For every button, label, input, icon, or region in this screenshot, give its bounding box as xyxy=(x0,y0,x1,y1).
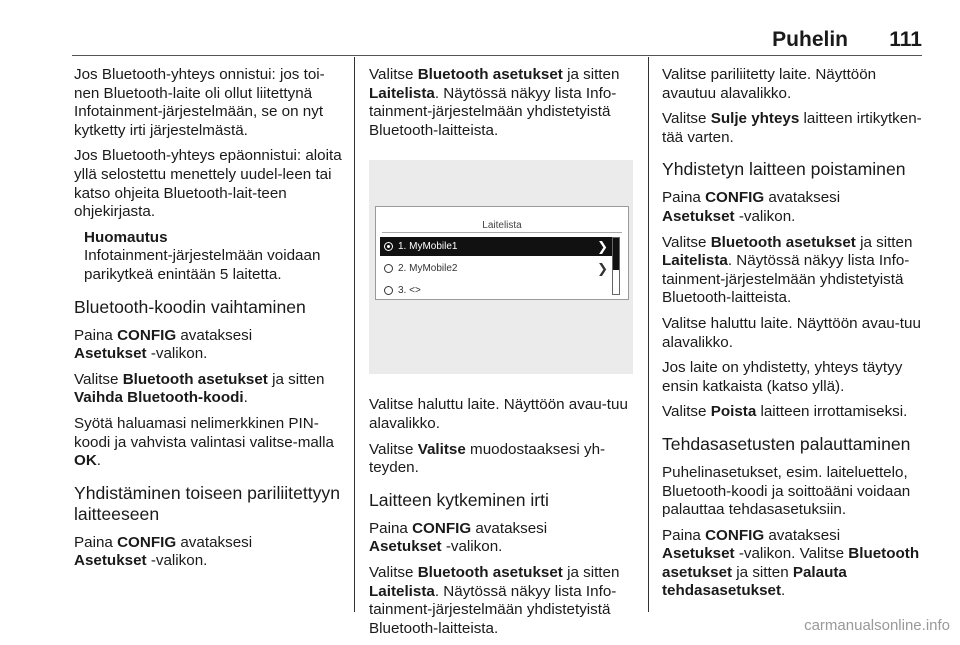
text: . xyxy=(243,389,248,407)
paragraph xyxy=(74,415,342,471)
text-bold: CONFIG xyxy=(117,533,177,551)
paragraph xyxy=(662,527,930,601)
device-list-item[interactable] xyxy=(380,237,612,256)
chevron-right-icon: ❯ xyxy=(597,261,608,277)
device-name: 2. MyMobile2 xyxy=(398,263,458,275)
column-2 xyxy=(369,66,637,645)
text: -valikon. xyxy=(146,552,208,570)
text-bold: Sulje yhteys xyxy=(710,110,800,128)
text: Valitse xyxy=(662,403,711,421)
text-bold: Vaihda Bluetooth-koodi xyxy=(74,389,244,407)
paragraph xyxy=(74,534,342,571)
text-bold: Palauta tehdasasetukset xyxy=(662,563,847,600)
paragraph: Valitse pariliitetty laite. Näyttöön avautuu alavalikko. xyxy=(662,66,877,102)
infotainment-screen xyxy=(375,206,629,300)
note-heading: Huomautus xyxy=(84,228,168,246)
text: Valitse xyxy=(369,66,418,83)
device-name: 1. MyMobile1 xyxy=(398,241,458,253)
text: -valikon. Valitse xyxy=(734,545,849,563)
paragraph xyxy=(369,66,637,140)
device-name: 3. <> xyxy=(398,285,421,297)
text: avataksesi xyxy=(764,189,841,207)
text-bold: Asetukset xyxy=(662,545,735,563)
device-list-item[interactable] xyxy=(380,281,612,300)
text-bold: Laitelista xyxy=(369,582,435,600)
scrollbar-thumb xyxy=(613,238,619,270)
text: Paina xyxy=(369,519,413,537)
text: Paina xyxy=(74,533,118,551)
screen-title-rule xyxy=(382,232,622,233)
paragraph: Valitse haluttu laite. Näyttöön avau-tuu alavalikko. xyxy=(662,314,921,351)
text: laitteen irtikytken-tää varten. xyxy=(662,110,922,146)
text: -valikon. xyxy=(441,538,503,556)
text: Valitse xyxy=(662,110,711,128)
paragraph xyxy=(662,189,930,226)
text-bold: Asetukset xyxy=(74,552,147,570)
text: avataksesi xyxy=(176,533,253,551)
text: ja sitten xyxy=(732,563,793,581)
text: -valikon. xyxy=(146,345,208,363)
text: Valitse xyxy=(74,370,123,388)
page-number: 111 xyxy=(889,28,922,51)
section-heading: Yhdistetyn laitteen poistaminen xyxy=(662,159,906,180)
paragraph xyxy=(662,403,930,422)
section-heading: Bluetooth-koodin vaihtaminen xyxy=(74,296,306,317)
text-bold: Bluetooth asetukset xyxy=(122,370,268,388)
radio-icon xyxy=(384,264,393,273)
text: laitteen irrottamiseksi. xyxy=(756,403,908,421)
text-bold: Bluetooth asetukset xyxy=(417,563,563,581)
text: . Näytössä näkyy lista Info-tainment-järjestelmään yhdistetyistä Bluetooth-laitteista. xyxy=(369,582,617,637)
text: Syötä haluamasi nelimerkkinen PIN-koodi ja vahvista valintasi valitse-malla xyxy=(74,414,334,451)
text: . xyxy=(781,582,786,600)
text-bold: Asetukset xyxy=(662,207,735,225)
watermark: carmanualsonline.info xyxy=(804,617,950,634)
paragraph xyxy=(369,441,637,478)
text: . Näytössä näkyy lista Info-tainment-järjestelmään yhdistetyistä Bluetooth-laitteista. xyxy=(369,84,617,139)
paragraph xyxy=(662,110,930,147)
paragraph: Puhelinasetukset, esim. laiteluettelo, Bluetooth-koodi ja soittoääni voidaan palauttaa tehdasasetuksiin. xyxy=(662,463,911,519)
text-bold: Valitse xyxy=(417,440,466,458)
section-heading: Laitteen kytkeminen irti xyxy=(369,489,549,510)
column-3 xyxy=(662,66,930,608)
text-bold: OK xyxy=(74,452,97,470)
note xyxy=(74,229,342,285)
paragraph: Jos laite on yhdistetty, yhteys täytyy ensin katkaista (katso yllä). xyxy=(662,359,903,395)
radio-icon xyxy=(384,286,393,295)
paragraph: Jos Bluetooth-yhteys epäonnistui: aloita yllä selostettu menettely uudel-leen tai katso ohjeita Bluetooth-lait-teen ohjekirjasta. xyxy=(74,147,342,221)
text: ja sitten xyxy=(562,66,620,83)
text-bold: CONFIG xyxy=(705,189,765,207)
section-heading: Tehdasasetusten palauttaminen xyxy=(662,433,911,454)
text: ja sitten xyxy=(267,370,325,388)
text-bold: Bluetooth asetukset xyxy=(710,233,856,251)
text: Valitse xyxy=(662,233,711,251)
paragraph xyxy=(369,564,637,638)
text-bold: Asetukset xyxy=(74,345,147,363)
device-list-figure xyxy=(369,160,633,374)
radio-icon xyxy=(384,242,393,251)
text-bold: CONFIG xyxy=(412,519,472,537)
paragraph xyxy=(369,520,637,557)
paragraph xyxy=(74,327,342,364)
header-rule xyxy=(72,55,922,56)
column-1 xyxy=(74,66,342,578)
text-bold: Laitelista xyxy=(662,252,728,270)
text: -valikon. xyxy=(734,207,796,225)
text-bold: Poista xyxy=(710,403,757,421)
text: Paina xyxy=(662,526,706,544)
text: . xyxy=(96,452,102,470)
text: Valitse xyxy=(369,563,418,581)
text: ja sitten xyxy=(562,563,620,581)
text: ja sitten xyxy=(855,233,913,251)
text: avataksesi xyxy=(764,526,841,544)
text: . Näytössä näkyy lista Info-tainment-järjestelmään yhdistetyistä Bluetooth-laitteista. xyxy=(662,252,910,307)
text-bold: CONFIG xyxy=(117,326,177,344)
text-bold: Asetukset xyxy=(369,538,442,556)
text: avataksesi xyxy=(471,519,548,537)
text-bold: Bluetooth asetukset xyxy=(662,545,920,581)
note-text: Infotainment-järjestelmään voidaan parikytkeä enintään 5 laitetta. xyxy=(84,247,321,283)
screen-title: Laitelista xyxy=(482,220,522,232)
text: muodostaaksesi yh-teyden. xyxy=(369,440,606,477)
text-bold: Bluetooth asetukset xyxy=(417,66,563,83)
text: Valitse xyxy=(369,440,418,458)
column-divider-1 xyxy=(354,57,355,612)
text: Paina xyxy=(662,189,706,207)
paragraph: Valitse haluttu laite. Näyttöön avau-tuu alavalikko. xyxy=(369,396,628,432)
paragraph xyxy=(74,371,342,408)
paragraph xyxy=(662,234,930,308)
page-title: Puhelin xyxy=(772,28,848,51)
section-heading: Yhdistäminen toiseen pariliitettyyn laitteeseen xyxy=(74,482,341,524)
text: avataksesi xyxy=(176,326,253,344)
text-bold: Laitelista xyxy=(369,84,435,102)
chevron-right-icon: ❯ xyxy=(597,239,608,255)
paragraph: Jos Bluetooth-yhteys onnistui: jos toi-nen Bluetooth-laite oli ollut liitettynä Infotainment-järjestelmään, se on nyt kytketty irti järjestelmästä. xyxy=(74,66,325,139)
scrollbar xyxy=(612,237,620,295)
text-bold: CONFIG xyxy=(705,526,765,544)
column-divider-2 xyxy=(648,57,649,612)
page-header xyxy=(72,24,922,52)
device-list-item[interactable] xyxy=(380,259,612,278)
text: Paina xyxy=(74,326,118,344)
